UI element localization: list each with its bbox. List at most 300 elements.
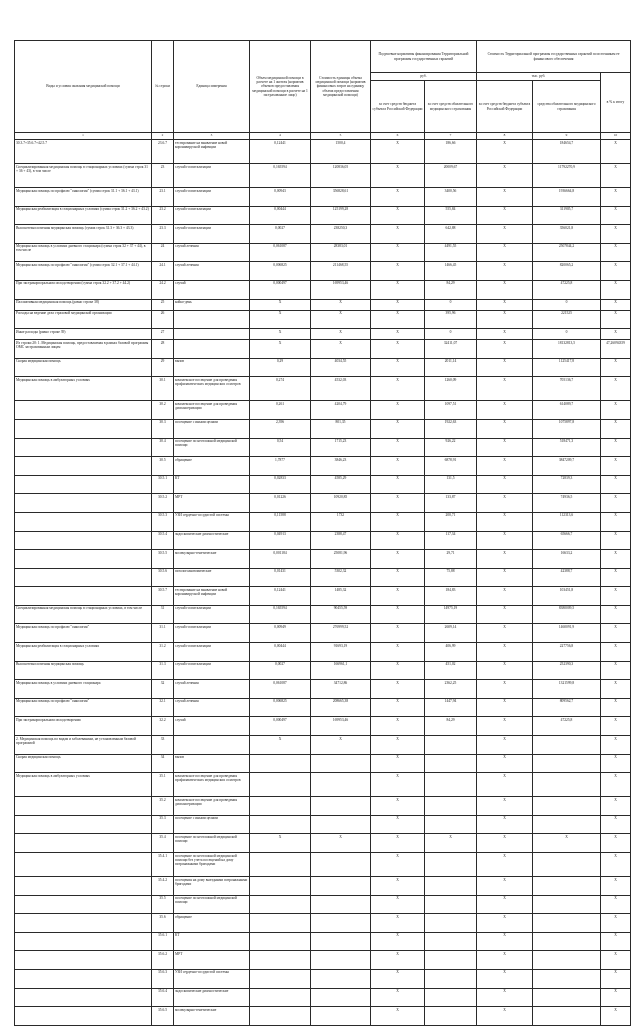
header-program-cost-unit: тыс. руб. xyxy=(477,73,601,81)
row-number: 23.2 xyxy=(152,206,174,225)
row-oms-funds: 406,99 xyxy=(425,643,477,662)
row-regional-budget-cost: X xyxy=(477,531,533,550)
row-volume: 0,274 xyxy=(250,377,311,401)
row-oms-cost: 1075897,8 xyxy=(533,419,601,438)
row-unit: молекулярно-генетические xyxy=(174,1007,250,1026)
row-oms-cost: 72839,3 xyxy=(533,475,601,494)
row-oms-cost: 8380009,5 xyxy=(533,605,601,624)
row-unit-cost xyxy=(311,988,371,1007)
row-oms-funds: 1260,09 xyxy=(425,377,477,401)
row-percent: X xyxy=(601,457,631,476)
row-volume: 1,7877 xyxy=(250,457,311,476)
table-row xyxy=(15,914,631,933)
row-volume: 0,061087 xyxy=(250,680,311,699)
row-unit: посещение с иными целями xyxy=(174,815,250,834)
row-unit-cost: 34712,86 xyxy=(311,680,371,699)
row-volume xyxy=(250,895,311,914)
row-volume: 0,04913 xyxy=(250,531,311,550)
row-oms-cost: X xyxy=(533,834,601,853)
header-unit: Единица измерения xyxy=(174,41,250,133)
row-number: 30.5.3 xyxy=(152,512,174,531)
row-unit-cost xyxy=(311,853,371,877)
row-volume xyxy=(250,988,311,1007)
row-oms-funds: 3400,56 xyxy=(425,188,477,207)
row-regional-budget-cost: X xyxy=(477,262,533,281)
table-row xyxy=(15,550,631,569)
row-oms-cost: 16633,2 xyxy=(533,550,601,569)
row-oms-cost: 518471,3 xyxy=(533,438,601,457)
row-oms-funds: 133,87 xyxy=(425,494,477,513)
row-unit: вызов xyxy=(174,754,250,773)
row-regional-budget: X xyxy=(371,401,425,420)
row-unit-cost: X xyxy=(311,329,371,340)
row-regional-budget-cost: X xyxy=(477,494,533,513)
row-regional-budget: X xyxy=(371,340,425,359)
row-unit: случай госпитализации xyxy=(174,188,250,207)
row-unit: случай госпитализации xyxy=(174,206,250,225)
row-oms-cost: 0 xyxy=(533,329,601,340)
row-regional-budget: X xyxy=(371,457,425,476)
row-regional-budget-cost: X xyxy=(477,951,533,970)
row-regional-budget-cost: X xyxy=(477,969,533,988)
row-unit: УЗИ сердечно-сосудистой системы xyxy=(174,969,250,988)
row-oms-funds: 32411,07 xyxy=(425,340,477,359)
row-name xyxy=(15,457,152,476)
row-unit: случай xyxy=(174,280,250,299)
row-volume xyxy=(250,853,311,877)
row-name xyxy=(15,969,152,988)
row-oms-cost: 252390,3 xyxy=(533,661,601,680)
row-oms-cost xyxy=(533,951,601,970)
table-row xyxy=(15,329,631,340)
row-unit: посещение по неотложной медицинской помощи xyxy=(174,438,250,457)
table-row xyxy=(15,206,631,225)
row-name xyxy=(15,895,152,914)
row-unit-cost: 166961,1 xyxy=(311,661,371,680)
row-regional-budget: X xyxy=(371,680,425,699)
row-unit: тестирование на выявление новой коронавирусной инфекции xyxy=(174,140,250,164)
table-row xyxy=(15,457,631,476)
row-oms-funds: 84,29 xyxy=(425,717,477,736)
row-percent: X xyxy=(601,299,631,310)
row-oms-funds xyxy=(425,969,477,988)
row-unit-cost xyxy=(311,797,371,816)
row-regional-budget: X xyxy=(371,299,425,310)
row-regional-budget: X xyxy=(371,358,425,377)
table-row xyxy=(15,401,631,420)
row-percent: X xyxy=(601,969,631,988)
row-name: 30.3.7+35.6.7+42.5.7 xyxy=(15,140,152,164)
row-number: 26 xyxy=(152,310,174,329)
row-name xyxy=(15,932,152,951)
row-oms-funds xyxy=(425,815,477,834)
table-row xyxy=(15,624,631,643)
row-regional-budget: X xyxy=(371,797,425,816)
row-oms-funds: 555,84 xyxy=(425,206,477,225)
row-regional-budget: X xyxy=(371,438,425,457)
row-unit-cost: 169953,46 xyxy=(311,280,371,299)
row-unit-cost xyxy=(311,895,371,914)
row-regional-budget: X xyxy=(371,206,425,225)
row-percent: X xyxy=(601,1007,631,1026)
row-oms-cost: 3847209,7 xyxy=(533,457,601,476)
row-oms-funds: 451,02 xyxy=(425,661,477,680)
row-percent: X xyxy=(601,164,631,188)
row-oms-cost: 65666,7 xyxy=(533,531,601,550)
row-regional-budget: X xyxy=(371,969,425,988)
table-row xyxy=(15,969,631,988)
row-percent: X xyxy=(601,643,631,662)
row-unit-cost: 3846,23 xyxy=(311,457,371,476)
row-volume xyxy=(250,797,311,816)
row-percent: X xyxy=(601,815,631,834)
row-oms-cost xyxy=(533,932,601,951)
row-regional-budget-cost: X xyxy=(477,358,533,377)
row-percent: X xyxy=(601,932,631,951)
row-regional-budget-cost: X xyxy=(477,895,533,914)
row-volume: 0,061087 xyxy=(250,243,311,262)
row-volume: 0,12441 xyxy=(250,587,311,606)
table-row xyxy=(15,834,631,853)
row-number: 31 xyxy=(152,605,174,624)
row-percent: X xyxy=(601,225,631,244)
row-unit: случай госпитализации xyxy=(174,164,250,188)
row-percent: X xyxy=(601,475,631,494)
row-volume: 0,11588 xyxy=(250,512,311,531)
row-regional-budget: X xyxy=(371,661,425,680)
row-oms-funds: 395,96 xyxy=(425,310,477,329)
row-number: 28 xyxy=(152,340,174,359)
row-name xyxy=(15,512,152,531)
row-oms-funds: 2609,14 xyxy=(425,624,477,643)
row-number: 23 xyxy=(152,164,174,188)
row-regional-budget-cost: X xyxy=(477,624,533,643)
table-row xyxy=(15,877,631,896)
row-unit: случай xyxy=(174,717,250,736)
row-name: Медицинская реабилитация в стационарных условиях (сумма строк 31.2 + 36.2 + 43.2) xyxy=(15,206,152,225)
row-name: Скорая медицинская помощь xyxy=(15,754,152,773)
row-oms-funds: 20009,67 xyxy=(425,164,477,188)
row-oms-cost: 1125417,8 xyxy=(533,358,601,377)
row-oms-cost xyxy=(533,797,601,816)
row-oms-cost: 11792270,9 xyxy=(533,164,601,188)
row-volume xyxy=(250,951,311,970)
row-regional-budget-cost: X xyxy=(477,164,533,188)
row-regional-budget-cost: X xyxy=(477,736,533,755)
header-number: 3 xyxy=(174,133,250,140)
row-number: 34 xyxy=(152,754,174,773)
row-volume: 0,006825 xyxy=(250,262,311,281)
row-unit: случай госпитализации xyxy=(174,225,250,244)
row-unit-cost: 276999,52 xyxy=(311,624,371,643)
table-row xyxy=(15,736,631,755)
row-unit: молекулярно-генетические xyxy=(174,550,250,569)
row-regional-budget: X xyxy=(371,310,425,329)
row-regional-budget: X xyxy=(371,262,425,281)
row-percent: X xyxy=(601,877,631,896)
row-oms-cost: 47225,8 xyxy=(533,717,601,736)
row-number: 31.1 xyxy=(152,624,174,643)
row-name: 2. Медицинская помощь по видам и заболеваниям, не установленным базовой программой xyxy=(15,736,152,755)
row-regional-budget-cost: X xyxy=(477,243,533,262)
row-regional-budget: X xyxy=(371,568,425,587)
row-regional-budget: X xyxy=(371,736,425,755)
row-regional-budget-cost: X xyxy=(477,834,533,853)
row-unit-cost: 2388,47 xyxy=(311,531,371,550)
row-oms-cost: 614089,7 xyxy=(533,401,601,420)
row-volume: 0,0027 xyxy=(250,225,311,244)
row-oms-cost xyxy=(533,988,601,1007)
row-unit-cost: 4034,55 xyxy=(311,358,371,377)
table-row xyxy=(15,895,631,914)
row-oms-funds xyxy=(425,932,477,951)
row-unit: обращение xyxy=(174,914,250,933)
row-unit: МРТ xyxy=(174,951,250,970)
row-unit-cost: 211468,55 xyxy=(311,262,371,281)
row-number: 32 xyxy=(152,680,174,699)
row-percent: X xyxy=(601,605,631,624)
row-oms-cost: 1936664,8 xyxy=(533,188,601,207)
table-row xyxy=(15,643,631,662)
row-regional-budget-cost: X xyxy=(477,754,533,773)
header-oms-cost: средства обязательного медицинского страхования xyxy=(533,81,601,133)
row-oms-funds xyxy=(425,797,477,816)
row-volume: 0,54 xyxy=(250,438,311,457)
row-percent: X xyxy=(601,377,631,401)
row-oms-funds: 1097,51 xyxy=(425,401,477,420)
row-regional-budget-cost: X xyxy=(477,419,533,438)
row-percent: X xyxy=(601,717,631,736)
row-regional-budget: X xyxy=(371,877,425,896)
row-volume: 0,165594 xyxy=(250,605,311,624)
row-unit xyxy=(174,340,250,359)
row-percent: X xyxy=(601,698,631,717)
row-unit: случай госпитализации xyxy=(174,624,250,643)
row-unit: обращение xyxy=(174,457,250,476)
row-regional-budget-cost: X xyxy=(477,438,533,457)
row-volume: X xyxy=(250,299,311,310)
row-regional-budget: X xyxy=(371,494,425,513)
row-regional-budget-cost: X xyxy=(477,1007,533,1026)
row-regional-budget-cost: X xyxy=(477,457,533,476)
row-number: 35.6 xyxy=(152,914,174,933)
row-oms-funds xyxy=(425,988,477,1007)
table-body xyxy=(15,140,631,1026)
row-oms-cost xyxy=(533,1007,601,1026)
row-number: 30.3 xyxy=(152,419,174,438)
row-number: 24.1 xyxy=(152,262,174,281)
row-oms-funds: 6878,91 xyxy=(425,457,477,476)
header-number: 9 xyxy=(533,133,601,140)
row-name xyxy=(15,1007,152,1026)
row-oms-funds: 186,66 xyxy=(425,140,477,164)
row-name: Иные расходы (равно строке 39) xyxy=(15,329,152,340)
row-regional-budget-cost: X xyxy=(477,475,533,494)
row-unit-cost xyxy=(311,1007,371,1026)
row-percent: X xyxy=(601,280,631,299)
row-name xyxy=(15,401,152,420)
row-regional-budget-cost: X xyxy=(477,377,533,401)
row-unit-cost: 28383,01 xyxy=(311,243,371,262)
row-unit xyxy=(174,736,250,755)
row-regional-budget-cost: X xyxy=(477,717,533,736)
row-oms-funds: 4491,55 xyxy=(425,243,477,262)
row-unit: посещение по неотложной медицинской помощи без учета посещений на дому патронажными бригадами xyxy=(174,853,250,877)
row-volume: X xyxy=(250,834,311,853)
header-number: 4 xyxy=(250,133,311,140)
row-regional-budget-cost: X xyxy=(477,299,533,310)
row-percent: X xyxy=(601,550,631,569)
row-name: Специализированная медицинская помощь в стационарных условиях, в том числе xyxy=(15,605,152,624)
header-number: 1 xyxy=(15,133,152,140)
row-volume: 0,02833 xyxy=(250,475,311,494)
row-number: 32.2 xyxy=(152,717,174,736)
row-regional-budget: X xyxy=(371,475,425,494)
row-volume: 2,396 xyxy=(250,419,311,438)
table-row xyxy=(15,661,631,680)
row-regional-budget-cost: X xyxy=(477,643,533,662)
row-volume: X xyxy=(250,329,311,340)
row-volume xyxy=(250,754,311,773)
table-header xyxy=(15,41,631,140)
row-percent: X xyxy=(601,419,631,438)
row-oms-cost: 356021,8 xyxy=(533,225,601,244)
row-percent: X xyxy=(601,494,631,513)
row-regional-budget-cost: X xyxy=(477,550,533,569)
row-oms-funds: X xyxy=(425,834,477,853)
row-name: Высокотехнологичная медицинская помощь (сумма строк 31.3 + 36.3 + 43.3) xyxy=(15,225,152,244)
row-regional-budget: X xyxy=(371,895,425,914)
row-oms-funds: 117,34 xyxy=(425,531,477,550)
row-name: Высокотехнологичная медицинская помощь xyxy=(15,661,152,680)
row-volume: 0,01431 xyxy=(250,568,311,587)
row-number: 32.1 xyxy=(152,698,174,717)
table-row xyxy=(15,358,631,377)
row-percent: X xyxy=(601,587,631,606)
row-name xyxy=(15,475,152,494)
row-unit: эндоскопические диагностические xyxy=(174,988,250,1007)
row-regional-budget-cost: X xyxy=(477,401,533,420)
row-number: 30.5.6 xyxy=(152,568,174,587)
row-oms-cost xyxy=(533,815,601,834)
row-oms-cost: 18132813,5 xyxy=(533,340,601,359)
row-regional-budget: X xyxy=(371,419,425,438)
row-regional-budget: X xyxy=(371,512,425,531)
row-oms-cost: 227756,8 xyxy=(533,643,601,662)
row-regional-budget: X xyxy=(371,1007,425,1026)
row-name: Медицинская помощь по профилю "онкология" xyxy=(15,624,152,643)
row-regional-budget: X xyxy=(371,280,425,299)
header-regional-budget: за счет средств бюджета субъекта Российской Федерации xyxy=(371,81,425,133)
row-percent: X xyxy=(601,438,631,457)
row-volume: 0,165594 xyxy=(250,164,311,188)
row-name xyxy=(15,853,152,877)
row-regional-budget: X xyxy=(371,329,425,340)
row-percent: X xyxy=(601,401,631,420)
row-volume: 0,01226 xyxy=(250,494,311,513)
row-volume: 0,000497 xyxy=(250,717,311,736)
row-regional-budget: X xyxy=(371,914,425,933)
row-unit: случай госпитализации xyxy=(174,605,250,624)
row-percent: X xyxy=(601,773,631,797)
row-number: 35.6.4 xyxy=(152,988,174,1007)
row-oms-cost xyxy=(533,853,601,877)
row-unit: случай госпитализации xyxy=(174,643,250,662)
row-percent: X xyxy=(601,661,631,680)
row-number: 30.5 xyxy=(152,457,174,476)
row-volume xyxy=(250,914,311,933)
row-percent: X xyxy=(601,736,631,755)
row-name: Медицинская помощь по профилю "онкология" (сумма строк 32.1 + 37.1 + 44.1) xyxy=(15,262,152,281)
row-volume: 0,00444 xyxy=(250,643,311,662)
row-regional-budget: X xyxy=(371,643,425,662)
row-name: Паллиативная медицинская помощь (равно строке 38) xyxy=(15,299,152,310)
table-row xyxy=(15,773,631,797)
row-regional-budget: X xyxy=(371,140,425,164)
table-row xyxy=(15,299,631,310)
financing-table xyxy=(14,40,631,1026)
row-unit: патологоанатомические xyxy=(174,568,250,587)
row-unit-cost xyxy=(311,914,371,933)
row-regional-budget: X xyxy=(371,531,425,550)
row-unit: комплексное посещение для проведения диспансеризации xyxy=(174,401,250,420)
row-unit: УЗИ сердечно-сосудистой системы xyxy=(174,512,250,531)
row-oms-funds: 29,71 xyxy=(425,550,477,569)
row-regional-budget: X xyxy=(371,853,425,877)
row-oms-cost xyxy=(533,914,601,933)
row-oms-cost: 311905,7 xyxy=(533,206,601,225)
row-unit-cost: 238250,3 xyxy=(311,225,371,244)
row-regional-budget: X xyxy=(371,624,425,643)
row-unit-cost: X xyxy=(311,834,371,853)
row-unit-cost: 25081,96 xyxy=(311,550,371,569)
row-name xyxy=(15,531,152,550)
row-regional-budget-cost: X xyxy=(477,605,533,624)
row-unit-cost: 90455,59 xyxy=(311,605,371,624)
row-number: 35.4.2 xyxy=(152,877,174,896)
row-unit-cost: X xyxy=(311,340,371,359)
row-number: 35.2 xyxy=(152,797,174,816)
row-unit: случай лечения xyxy=(174,680,250,699)
row-number: 23.3 xyxy=(152,225,174,244)
row-regional-budget-cost: X xyxy=(477,512,533,531)
row-unit-cost: 4532,03 xyxy=(311,377,371,401)
row-number: 35.6.1 xyxy=(152,932,174,951)
row-name: Медицинская помощь в амбулаторных условиях xyxy=(15,377,152,401)
row-number: 27 xyxy=(152,329,174,340)
row-oms-cost: 809562,7 xyxy=(533,698,601,717)
table-row xyxy=(15,419,631,438)
row-volume: 0,261 xyxy=(250,401,311,420)
row-regional-budget-cost: X xyxy=(477,140,533,164)
row-oms-funds: 14975,19 xyxy=(425,605,477,624)
header-number: 2 xyxy=(152,133,174,140)
row-regional-budget-cost: X xyxy=(477,188,533,207)
row-oms-funds xyxy=(425,754,477,773)
row-unit: посещения на дому выездными патронажными бригадами xyxy=(174,877,250,896)
table-row xyxy=(15,853,631,877)
row-unit: случай лечения xyxy=(174,262,250,281)
row-oms-funds: 184,83 xyxy=(425,587,477,606)
row-volume: 0,000497 xyxy=(250,280,311,299)
row-name xyxy=(15,494,152,513)
row-unit: посещение с иными целями xyxy=(174,419,250,438)
row-oms-cost: 2507844,2 xyxy=(533,243,601,262)
header-per-capita-group: Подушевые нормативы финансирования Территориальной программы государственных гарантий xyxy=(371,41,477,73)
row-unit-cost: X xyxy=(311,310,371,329)
row-regional-budget-cost: X xyxy=(477,815,533,834)
row-regional-budget: X xyxy=(371,815,425,834)
